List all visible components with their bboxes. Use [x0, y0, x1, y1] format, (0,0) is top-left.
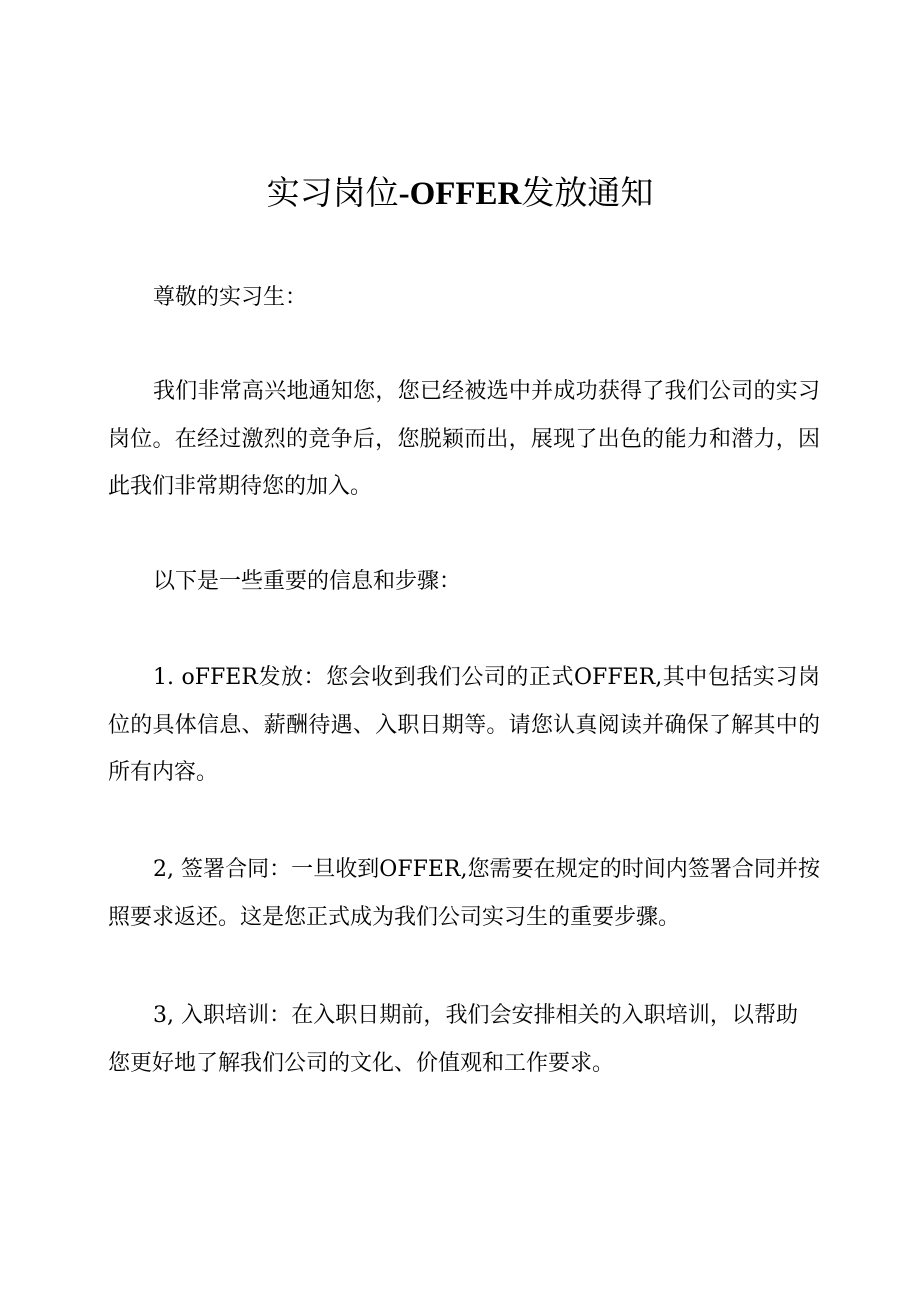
- title-part-offer: -OFFER: [398, 176, 522, 212]
- greeting-paragraph: 尊敬的实习生：: [153, 285, 308, 310]
- document-title: [0, 166, 920, 221]
- step-1-paragraph: 1. oFFER发放：您会收到我们公司的正式OFFER,其中包括实习岗位的具体信息、薪酬待遇、入职日期等。请您认真阅读并确保了解其中的所有内容。: [108, 665, 820, 785]
- title-part-1: 实习岗位: [266, 173, 399, 212]
- step-2-paragraph: 2, 签署合同：一旦收到OFFER,您需要在规定的时间内签署合同并按照要求返还。这是您正式成为我们公司实习生的重要步骤。: [108, 857, 820, 930]
- intro-paragraph: 我们非常高兴地通知您，您已经被选中并成功获得了我们公司的实习岗位。在经过激烈的竞争后，您脱颖而出，展现了出色的能力和潜力，因此我们非常期待您的加入。: [108, 379, 820, 499]
- title-part-2: 发放通知: [521, 173, 654, 212]
- steps-intro-paragraph: 以下是一些重要的信息和步骤：: [153, 569, 462, 594]
- step-3-paragraph: 3, 入职培训：在入职日期前，我们会安排相关的入职培训，以帮助您更好地了解我们公司的文化、价值观和工作要求。: [108, 1003, 798, 1076]
